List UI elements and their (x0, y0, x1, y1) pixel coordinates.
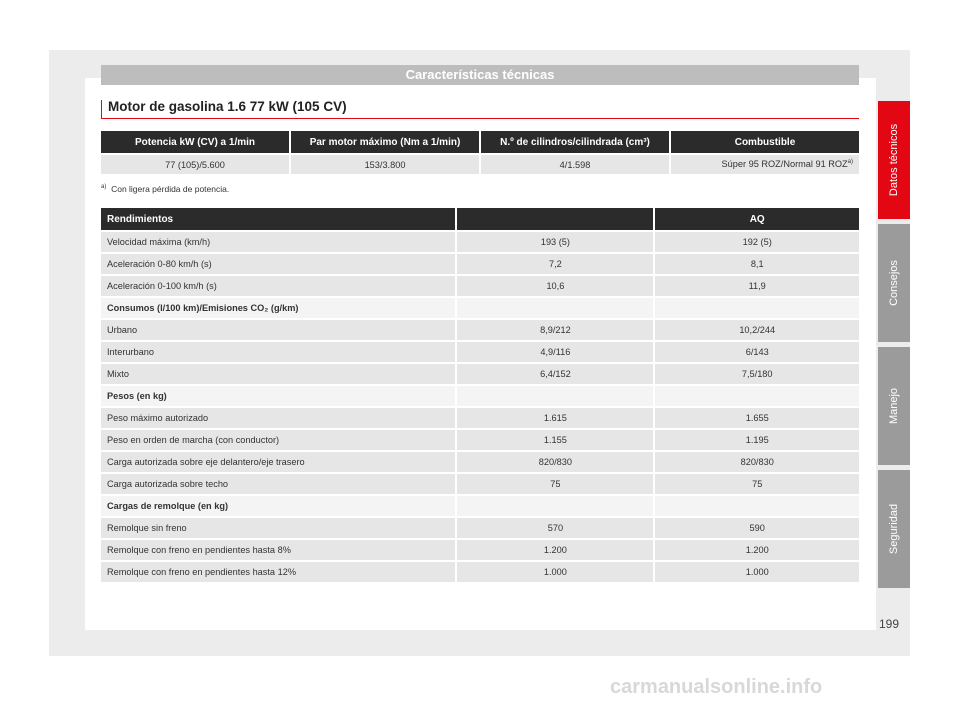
performance-label: Carga autorizada sobre techo (101, 474, 455, 494)
performance-label: Remolque con freno en pendientes hasta 8% (101, 540, 455, 560)
performance-row (101, 320, 859, 340)
engine-cell: 4/1.598 (481, 155, 669, 174)
performance-blank (655, 386, 859, 406)
performance-value-aq: 820/830 (655, 452, 859, 472)
performance-value-aq: 11,9 (655, 276, 859, 296)
performance-table (99, 206, 861, 584)
performance-value: 6,4/152 (457, 364, 653, 384)
performance-value: 1.615 (457, 408, 653, 428)
tab-label: Manejo (888, 387, 900, 425)
performance-row (101, 540, 859, 560)
performance-row (101, 562, 859, 582)
performance-subheader-row (101, 298, 859, 318)
performance-row (101, 364, 859, 384)
performance-value: 1.000 (457, 562, 653, 582)
engine-header-cell: N.º de cilindros/cilindrada (cm³) (481, 131, 669, 153)
performance-row (101, 276, 859, 296)
performance-value-aq: 1.655 (655, 408, 859, 428)
performance-row (101, 232, 859, 252)
performance-value-aq: 75 (655, 474, 859, 494)
performance-value: 75 (457, 474, 653, 494)
performance-value-aq: 8,1 (655, 254, 859, 274)
performance-value: 7,2 (457, 254, 653, 274)
performance-value: 1.155 (457, 430, 653, 450)
performance-header-blank (457, 208, 653, 230)
engine-header-cell: Par motor máximo (Nm a 1/min) (291, 131, 479, 153)
performance-value-aq: 6/143 (655, 342, 859, 362)
engine-header-cell: Combustible (671, 131, 859, 153)
performance-header-label: Rendimientos (101, 208, 455, 230)
performance-label: Aceleración 0-80 km/h (s) (101, 254, 455, 274)
performance-value-aq: 192 (5) (655, 232, 859, 252)
performance-blank (457, 386, 653, 406)
footnote-marker: a) (101, 184, 107, 191)
engine-cell: 77 (105)/5.600 (101, 155, 289, 174)
performance-row (101, 474, 859, 494)
performance-value: 193 (5) (457, 232, 653, 252)
performance-header-aq: AQ (655, 208, 859, 230)
performance-label: Remolque sin freno (101, 518, 455, 538)
performance-value-aq: 7,5/180 (655, 364, 859, 384)
performance-label: Urbano (101, 320, 455, 340)
performance-row (101, 254, 859, 274)
performance-blank (457, 298, 653, 318)
performance-label: Mixto (101, 364, 455, 384)
performance-blank (457, 496, 653, 516)
performance-label: Carga autorizada sobre eje delantero/eje trasero (101, 452, 455, 472)
performance-label: Velocidad máxima (km/h) (101, 232, 455, 252)
performance-value-aq: 1.000 (655, 562, 859, 582)
performance-label: Peso en orden de marcha (con conductor) (101, 430, 455, 450)
performance-value-aq: 1.200 (655, 540, 859, 560)
engine-cell: 153/3.800 (291, 155, 479, 174)
performance-value-aq: 590 (655, 518, 859, 538)
tab-label: Consejos (888, 260, 900, 306)
performance-row (101, 452, 859, 472)
performance-value: 570 (457, 518, 653, 538)
performance-value: 820/830 (457, 452, 653, 472)
performance-label: Interurbano (101, 342, 455, 362)
performance-row (101, 430, 859, 450)
performance-label: Remolque con freno en pendientes hasta 12% (101, 562, 455, 582)
chapter-header: Características técnicas (101, 65, 859, 85)
performance-subheader-row (101, 496, 859, 516)
fuel-footnote-marker: a) (847, 159, 853, 166)
performance-label: Pesos (en kg) (101, 386, 455, 406)
engine-table-row (101, 155, 859, 174)
page-number: 199 (879, 617, 900, 631)
performance-value-aq: 10,2/244 (655, 320, 859, 340)
title-rule (101, 118, 859, 119)
performance-value: 8,9/212 (457, 320, 653, 340)
watermark: carmanualsonline.info (610, 676, 823, 698)
performance-table-header (101, 208, 859, 230)
performance-value: 10,6 (457, 276, 653, 296)
performance-value: 4,9/116 (457, 342, 653, 362)
tab-datos-tecnicos[interactable] (878, 101, 910, 219)
tab-label: Datos técnicos (888, 123, 900, 197)
performance-row (101, 518, 859, 538)
title-accent-tick (101, 100, 102, 118)
performance-blank (655, 496, 859, 516)
fuel-value: Súper 95 ROZ/Normal 91 ROZ (721, 159, 848, 170)
performance-value: 1.200 (457, 540, 653, 560)
footnote-text: Con ligera pérdida de potencia. (111, 184, 230, 194)
engine-header-cell: Potencia kW (CV) a 1/min (101, 131, 289, 153)
engine-cell-fuel (671, 155, 859, 174)
performance-row (101, 408, 859, 428)
tab-seguridad[interactable] (878, 470, 910, 588)
performance-row (101, 342, 859, 362)
performance-label: Peso máximo autorizado (101, 408, 455, 428)
performance-blank (655, 298, 859, 318)
engine-table (99, 129, 861, 176)
performance-label: Consumos (l/100 km)/Emisiones CO₂ (g/km) (101, 298, 455, 318)
section-title: Motor de gasolina 1.6 77 kW (105 CV) (108, 99, 347, 114)
performance-label: Cargas de remolque (en kg) (101, 496, 455, 516)
tab-consejos[interactable] (878, 224, 910, 342)
performance-label: Aceleración 0-100 km/h (s) (101, 276, 455, 296)
performance-value-aq: 1.195 (655, 430, 859, 450)
engine-table-header (101, 131, 859, 153)
tab-label: Seguridad (888, 503, 900, 555)
tab-manejo[interactable] (878, 347, 910, 465)
performance-subheader-row (101, 386, 859, 406)
footnote (101, 184, 229, 194)
